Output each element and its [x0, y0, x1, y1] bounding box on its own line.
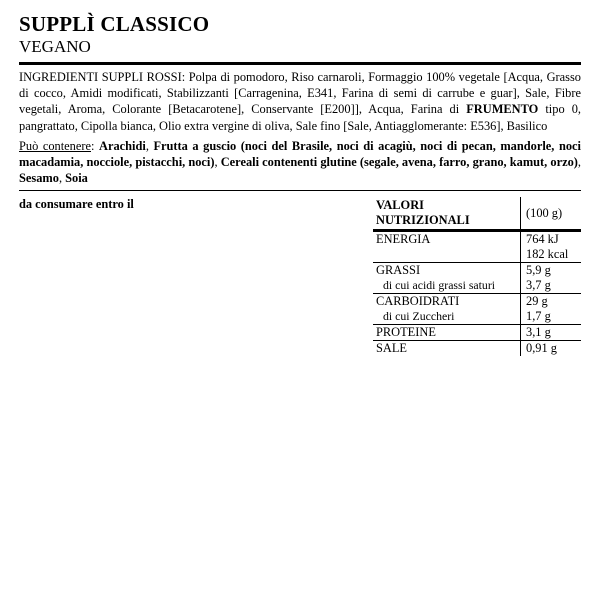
product-subtitle: VEGANO	[19, 37, 91, 56]
allergen-item: Sesamo	[19, 171, 59, 186]
product-label	[19, 10, 581, 397]
salt-value: 0,91 g	[521, 341, 582, 357]
allergen-sep: ,	[145, 138, 154, 153]
nutrition-row-fat	[373, 263, 581, 279]
lower-section	[19, 197, 581, 397]
ingredients-allergen: FRUMENTO	[466, 102, 539, 117]
nutrition-row-carbs	[373, 294, 581, 310]
nutrition-header-line2: NUTRIZIONALI	[376, 213, 470, 228]
saturated-value: 3,7 g	[521, 278, 582, 294]
ingredients-text	[19, 69, 581, 134]
nutrition-table	[373, 197, 581, 356]
saturated-label-text: di cui acidi grassi saturi	[383, 278, 496, 293]
allergen-warning	[19, 138, 581, 187]
allergen-item: Soia	[65, 171, 88, 186]
allergen-item: Cereali contenenti glutine (segale, avena, farro, grano, kamut, orzo)	[220, 155, 578, 170]
nutrition-per: (100 g)	[521, 197, 582, 231]
ingredients-part-1: INGREDIENTI SUPPLI ROSSI: Polpa di pomodoro, Riso carnaroli, Formaggio 100% vegetale [Acqua, Grasso di cocco, Amidi modificati, Stabilizzanti [Carragenina, E341, Farina di semi di carrube e guar], Sale, Fibre vegetali, Aroma, Colorante [Betacarotene], Conservante [E200]], Acqua, Farina di	[19, 70, 581, 117]
divider	[19, 62, 581, 65]
sugar-value: 1,7 g	[521, 309, 582, 325]
nutrition-row-saturated	[373, 278, 581, 294]
divider	[19, 190, 581, 191]
nutrition-header-row	[373, 197, 581, 231]
sugar-label-text: di cui Zuccheri	[383, 309, 455, 324]
carbs-value: 29 g	[521, 294, 582, 310]
allergen-sep: ,	[214, 155, 221, 170]
protein-value: 3,1 g	[521, 325, 582, 341]
ingredients-part-2: tipo 0, pangrattato, Cipolla bianca, Olio extra vergine di oliva, Sale fino [Sale, Antiagglomerante: E536], Basilico	[19, 102, 582, 133]
energy-kcal: 182 kcal	[526, 247, 569, 262]
energy-kj: 764 kJ	[526, 232, 559, 247]
salt-label: SALE	[376, 341, 407, 356]
nutrition-row-sugar	[373, 309, 581, 325]
nutrition-row-energy	[373, 231, 581, 263]
sugar-label	[373, 309, 521, 325]
product-title: SUPPLÌ CLASSICO	[19, 12, 210, 36]
carbs-label: CARBOIDRATI	[376, 294, 460, 309]
allergen-item: Frutta a guscio (noci del Brasile, noci di acagiù, noci di pecan, mandorle, noci macadamia, nocciole, pistacchi, noci)	[19, 138, 581, 170]
nutrition-header	[373, 197, 521, 231]
energy-value	[521, 231, 582, 263]
allergen-sep: ,	[58, 171, 66, 186]
allergen-item: Arachidi	[99, 138, 146, 153]
allergen-sep: ,	[577, 155, 582, 170]
nutrition-row-salt	[373, 341, 581, 357]
allergen-label: Può contenere	[19, 138, 91, 153]
fat-value: 5,9 g	[521, 263, 582, 279]
saturated-label	[373, 278, 521, 294]
nutrition-row-protein	[373, 325, 581, 341]
nutrition-header-line1: VALORI	[376, 198, 424, 213]
energy-label: ENERGIA	[373, 231, 521, 263]
fat-label: GRASSI	[376, 263, 421, 278]
protein-label: PROTEINE	[373, 325, 521, 341]
consume-by-text: da consumare entro il	[19, 197, 134, 212]
allergen-colon: :	[91, 138, 99, 153]
